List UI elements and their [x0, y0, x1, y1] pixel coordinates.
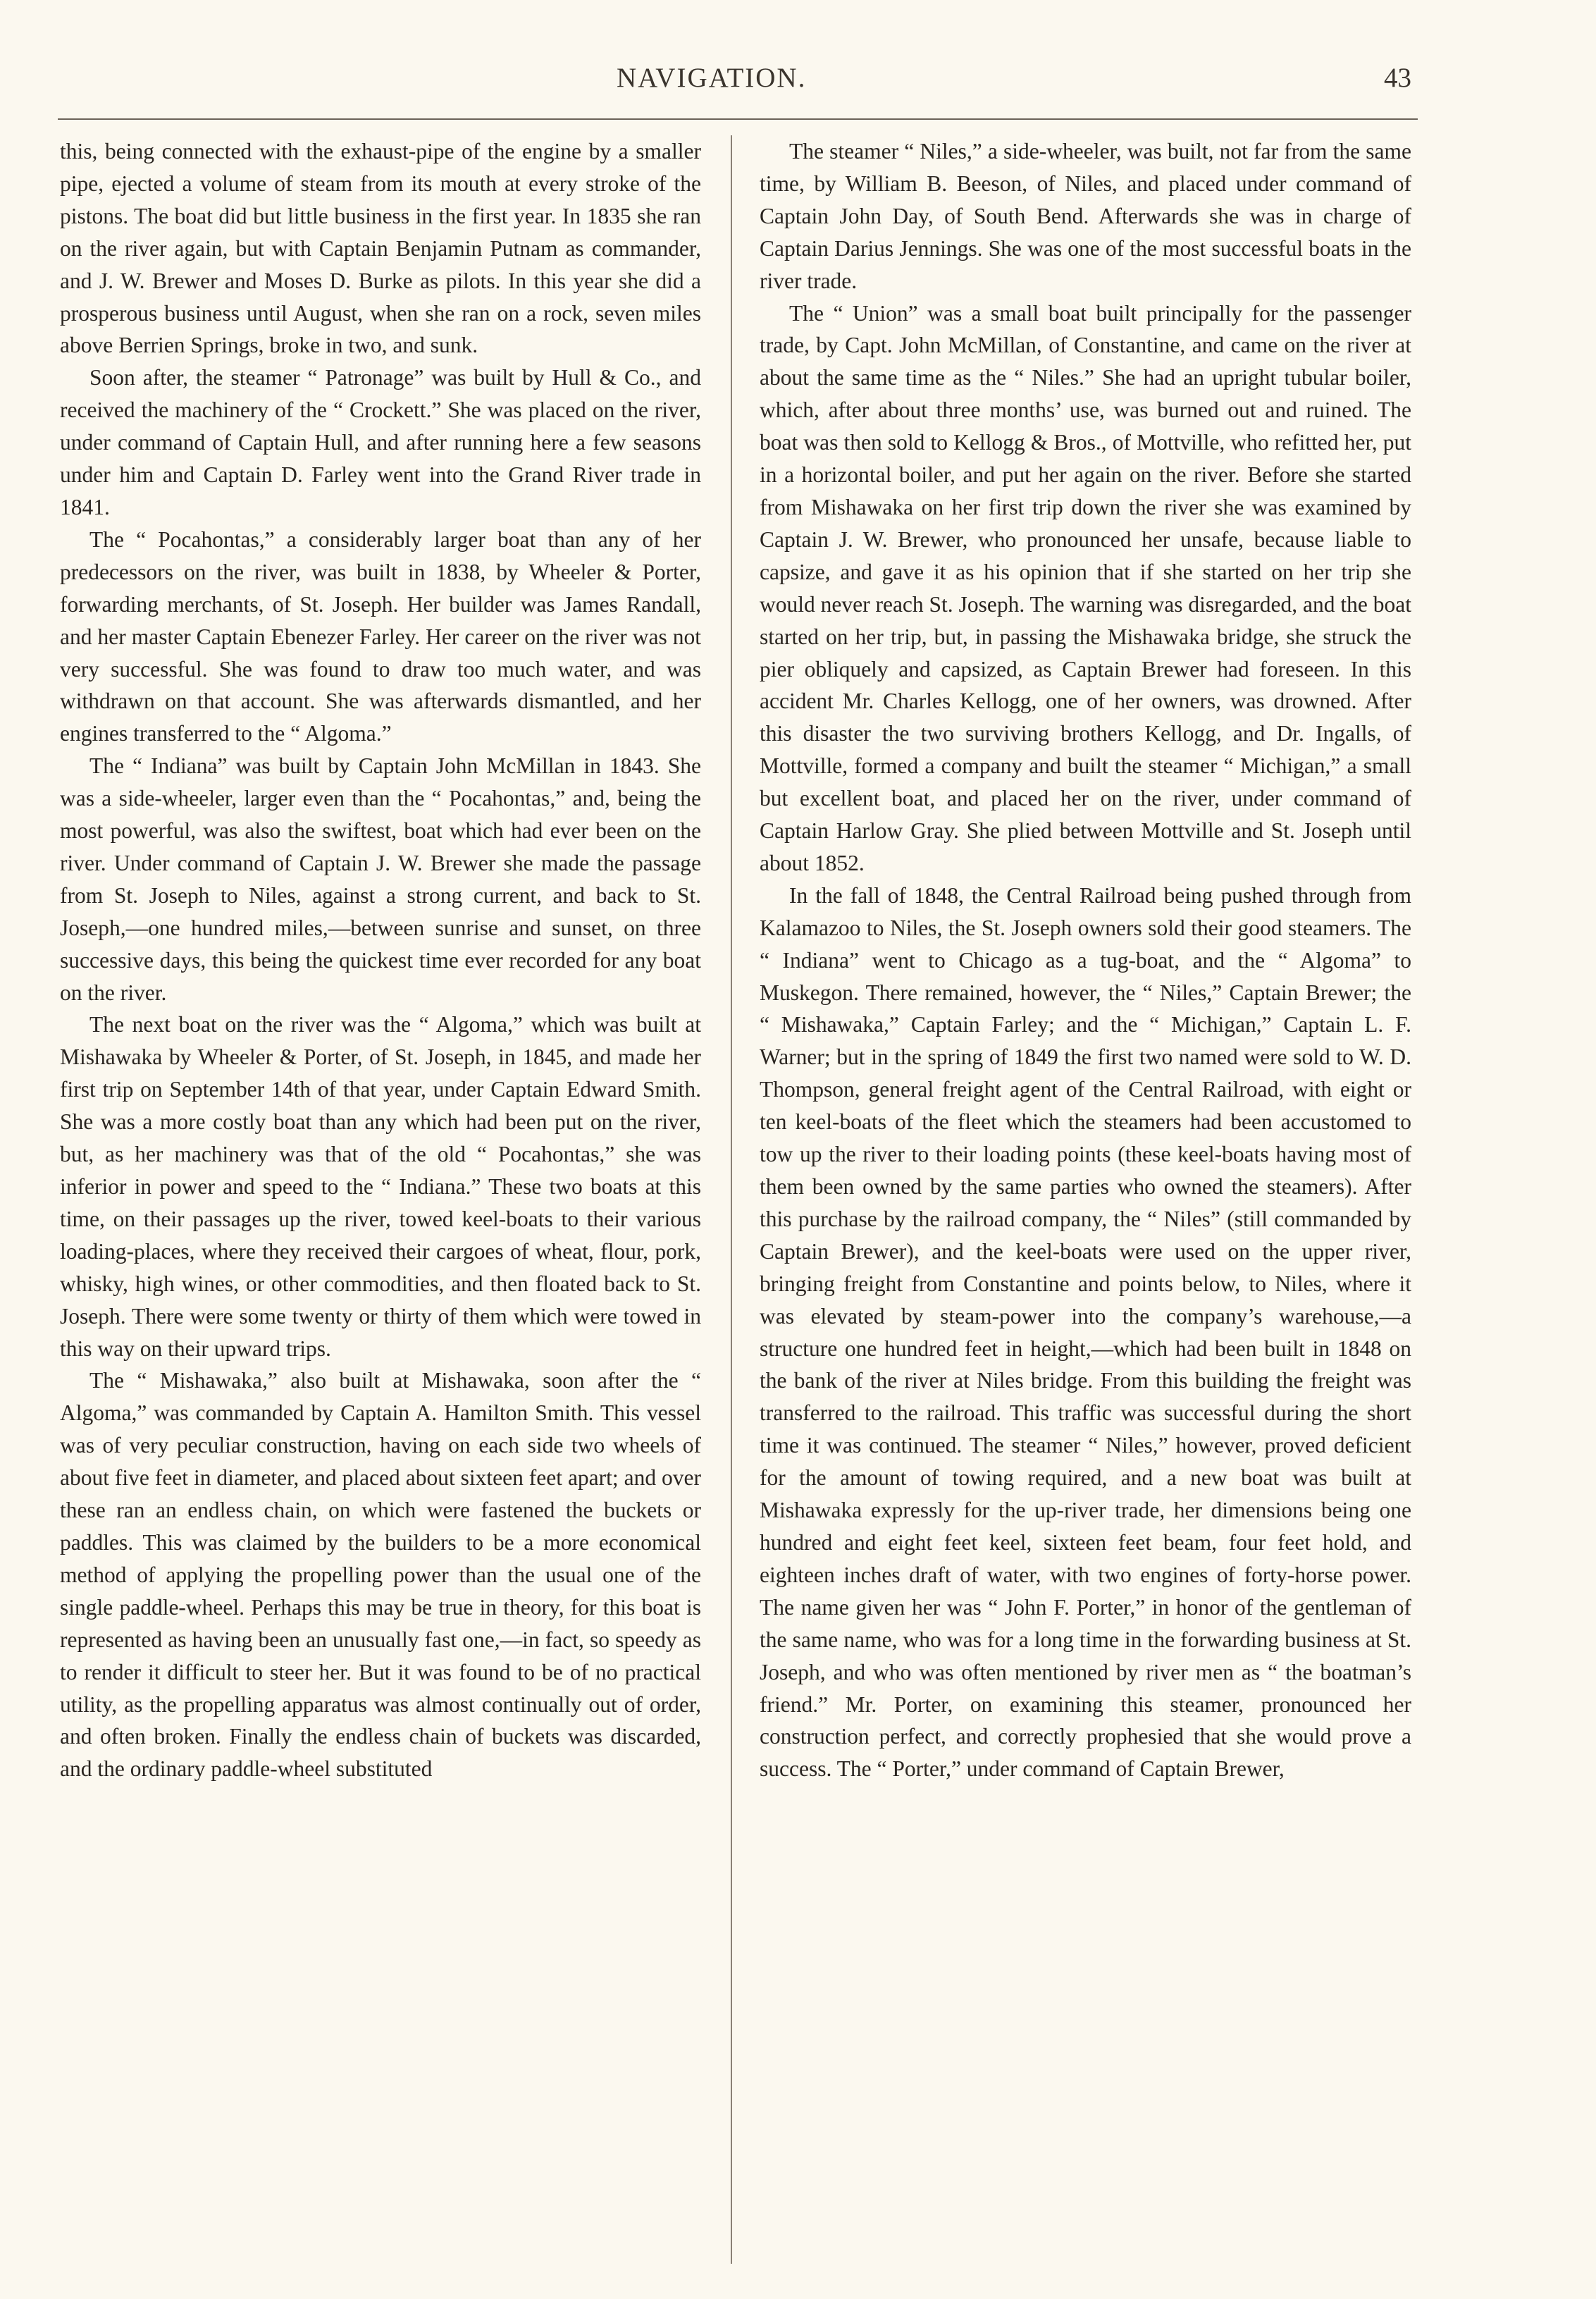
- paragraph: The “ Indiana” was built by Captain John McMillan in 1843. She was a side-wheeler, larger even than the “ Pocahontas,” and, being the most powerful, was also the swiftest, boat which had ever been on the river. Under command of Captain J. W. Brewer she made the passage from St. Joseph to Niles, against a strong current, and back to St. Joseph,—one hundred miles,—between sunrise and sunset, on three successive days, this being the quickest time ever recorded for any boat on the river.: [60, 753, 701, 1005]
- right-column: [760, 135, 1411, 1785]
- paragraph: The steamer “ Niles,” a side-wheeler, was built, not far from the same time, by William B. Beeson, of Niles, and placed under command of Captain John Day, of South Bend. Afterwards she was in charge of Captain Darius Jennings. She was one of the most successful boats in the river trade.: [760, 139, 1411, 293]
- paragraph: The “ Pocahontas,” a considerably larger boat than any of her predecessors on the river, was built in 1838, by Wheeler & Porter, forwarding merchants, of St. Joseph. Her builder was James Randall, and her master Captain Ebenezer Farley. Her career on the river was not very successful. She was found to draw too much water, and was withdrawn on that account. She was afterwards dismantled, and her engines transferred to the “ Algoma.”: [60, 526, 701, 746]
- running-head: [0, 62, 1596, 104]
- paragraph: this, being connected with the exhaust-pipe of the engine by a smaller pipe, ejected a volume of steam from its mouth at every stroke of the pistons. The boat did but little business in the first year. In 1835 she ran on the river again, but with Captain Benjamin Putnam as commander, and J. W. Brewer and Moses D. Burke as pilots. In this year she did a prosperous business until August, when she ran on a rock, seven miles above Berrien Springs, broke in two, and sunk.: [60, 139, 701, 358]
- paragraph: The “ Mishawaka,” also built at Mishawaka, soon after the “ Algoma,” was commanded by Captain A. Hamilton Smith. This vessel was of very peculiar construction, having on each side two wheels of about five feet in diameter, and placed about sixteen feet apart; and over these ran an endless chain, on which were fastened the buckets or paddles. This was claimed by the builders to be a more economical method of applying the propelling power than the usual one of the single paddle-wheel. Perhaps this may be true in theory, for this boat is represented as having been an unusually fast one,—in fact, so speedy as to render it difficult to steer her. But it was found to be of no practical utility, as the propelling apparatus was almost continually out of order, and often broken. Finally the endless chain of buckets was discarded, and the ordinary paddle-wheel substituted: [60, 1368, 701, 1782]
- paragraph: The next boat on the river was the “ Algoma,” which was built at Mishawaka by Wheeler & Porter, of St. Joseph, in 1845, and made her first trip on September 14th of that year, under Captain Edward Smith. She was a more costly boat than any which had been put on the river, but, as her machinery was that of the old “ Pocahontas,” she was inferior in power and speed to the “ Indiana.” These two boats at this time, on their passages up the river, towed keel-boats to their various loading-places, where they received their cargoes of wheat, flour, pork, whisky, high wines, or other commodities, and then floated back to St. Joseph. There were some twenty or thirty of them which were towed in this way on their upward trips.: [60, 1012, 701, 1361]
- column-divider: [731, 135, 732, 2264]
- header-rule: [58, 118, 1418, 120]
- page-number: 43: [1384, 63, 1411, 93]
- paragraph: In the fall of 1848, the Central Railroad being pushed through from Kalamazoo to Niles, the St. Joseph owners sold their good steamers. The “ Indiana” went to Chicago as a tug-boat, and the “ Algoma” to Muskegon. There remained, however, the “ Niles,” Captain Brewer; the “ Mishawaka,” Captain Farley; and the “ Michigan,” Captain L. F. Warner; but in the spring of 1849 the first two named were sold to W. D. Thompson, general freight agent of the Central Railroad, with eight or ten keel-boats of the fleet which the steamers had been accustomed to tow up the river to their loading points (these keel-boats having most of them been owned by the same parties who owned the steamers). After this purchase by the railroad company, the “ Niles” (still commanded by Captain Brewer), and the keel-boats were used on the upper river, bringing freight from Constantine and points below, to Niles, where it was elevated by steam-power into the company’s warehouse,—a structure one hundred feet in height,—which had been built in 1848 on the bank of the river at Niles bridge. From this building the freight was transferred to the railroad. This traffic was successful during the short time it was continued. The steamer “ Niles,” however, proved deficient for the amount of towing required, and a new boat was built at Mishawaka expressly for the up-river trade, her dimensions being one hundred and eight feet keel, sixteen feet beam, four feet hold, and eighteen inches draft of water, with two engines of forty-horse power. The name given her was “ John F. Porter,” in honor of the gentleman of the same name, who was for a long time in the forwarding business at St. Joseph, and who was often mentioned by river men as “ the boatman’s friend.” Mr. Porter, on examining this steamer, pronounced her construction perfect, and correctly prophesied that she would prove a success. The “ Porter,” under command of Captain Brewer,: [760, 882, 1411, 1782]
- page-title: NAVIGATION.: [617, 63, 807, 93]
- paragraph: Soon after, the steamer “ Patronage” was built by Hull & Co., and received the machinery of the “ Crockett.” She was placed on the river, under command of Captain Hull, and after running here a few seasons under him and Captain D. Farley went into the Grand River trade in 1841.: [60, 365, 701, 519]
- left-column: [60, 135, 701, 1785]
- paragraph: The “ Union” was a small boat built principally for the passenger trade, by Capt. John McMillan, of Constantine, and came on the river at about the same time as the “ Niles.” She had an upright tubular boiler, which, after about three months’ use, was burned out and ruined. The boat was then sold to Kellogg & Bros., of Mottville, who refitted her, put in a horizontal boiler, and put her again on the river. Before she started from Mishawaka on her first trip down the river she was examined by Captain J. W. Brewer, who pronounced her unsafe, because liable to capsize, and gave it as his opinion that if she started on her trip she would never reach St. Joseph. The warning was disregarded, and the boat started on her trip, but, in passing the Mishawaka bridge, she struck the pier obliquely and capsized, as Captain Brewer had foreseen. In this accident Mr. Charles Kellogg, one of her owners, was drowned. After this disaster the two surviving brothers Kellogg, and Dr. Ingalls, of Mottville, formed a company and built the steamer “ Michigan,” a small but excellent boat, and placed her on the river, under command of Captain Harlow Gray. She plied between Mottville and St. Joseph until about 1852.: [760, 300, 1411, 875]
